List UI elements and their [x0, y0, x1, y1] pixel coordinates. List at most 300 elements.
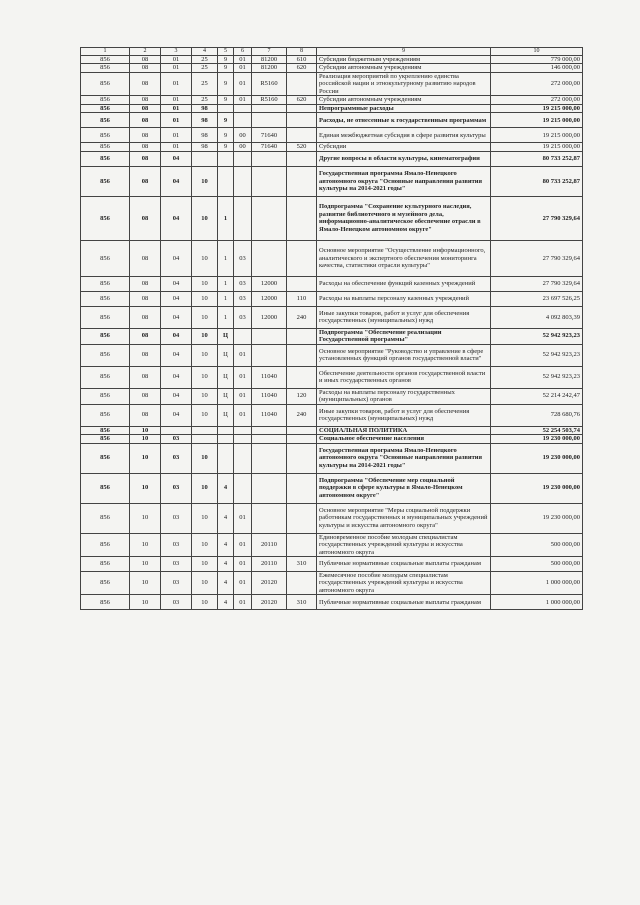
amount-cell: 19 215 000,00 — [491, 143, 583, 151]
item-name-cell: Основное мероприятие "Меры социальной поддержки работникам государственных и муниципальных учреждений культуры и искусства автономного округа" — [317, 503, 491, 533]
header-cell: 10 — [491, 48, 583, 56]
gr-code-cell: 856 — [81, 556, 130, 571]
item-name-cell: Субсидии автономным учреждениям — [317, 96, 491, 104]
section-code-cell: 08 — [130, 366, 161, 388]
event-code-cell: 03 — [234, 276, 252, 291]
subprogram-code-cell: 4 — [218, 595, 234, 610]
item-name-cell: Основное мероприятие "Руководство и управление в сфере установленных функций органов государственной власти" — [317, 344, 491, 366]
subprogram-code-cell: 9 — [218, 113, 234, 128]
item-name-cell: Иные закупки товаров, работ и услуг для обеспечения государственных (муниципальных) нужд — [317, 404, 491, 426]
expense-type-code-cell: 240 — [287, 404, 317, 426]
program-code-cell: 98 — [192, 113, 218, 128]
subsection-code-cell: 03 — [161, 595, 192, 610]
table-row — [81, 443, 583, 473]
direction-code-cell — [252, 104, 287, 112]
table-row — [81, 435, 583, 443]
item-name-cell: Ежемесячное пособие молодым специалистам государственных учреждений культуры и искусства автономного округа — [317, 571, 491, 594]
event-code-cell: 03 — [234, 306, 252, 328]
table-row — [81, 291, 583, 306]
gr-code-cell: 856 — [81, 276, 130, 291]
amount-cell: 500 000,00 — [491, 533, 583, 556]
direction-code-cell — [252, 473, 287, 503]
section-code-cell: 08 — [130, 143, 161, 151]
subsection-code-cell: 01 — [161, 56, 192, 64]
header-cell: 9 — [317, 48, 491, 56]
program-code-cell: 25 — [192, 96, 218, 104]
direction-code-cell: 20110 — [252, 556, 287, 571]
gr-code-cell: 856 — [81, 151, 130, 166]
expense-type-code-cell — [287, 473, 317, 503]
amount-cell: 52 254 503,74 — [491, 426, 583, 434]
subsection-code-cell: 04 — [161, 366, 192, 388]
subsection-code-cell: 04 — [161, 388, 192, 404]
gr-code-cell: 856 — [81, 366, 130, 388]
event-code-cell: 01 — [234, 533, 252, 556]
program-code-cell: 10 — [192, 533, 218, 556]
expense-type-code-cell: 520 — [287, 143, 317, 151]
subprogram-code-cell — [218, 435, 234, 443]
program-code-cell: 10 — [192, 503, 218, 533]
direction-code-cell: R5160 — [252, 96, 287, 104]
direction-code-cell: 12000 — [252, 276, 287, 291]
gr-code-cell: 856 — [81, 503, 130, 533]
subsection-code-cell: 04 — [161, 166, 192, 196]
program-code-cell: 10 — [192, 473, 218, 503]
section-code-cell: 08 — [130, 240, 161, 276]
direction-code-cell — [252, 151, 287, 166]
table-row — [81, 128, 583, 143]
gr-code-cell: 856 — [81, 443, 130, 473]
subprogram-code-cell — [218, 443, 234, 473]
subprogram-code-cell: 4 — [218, 571, 234, 594]
header-cell: 4 — [192, 48, 218, 56]
event-code-cell — [234, 426, 252, 434]
expense-type-code-cell: 110 — [287, 291, 317, 306]
direction-code-cell — [252, 435, 287, 443]
header-cell: 5 — [218, 48, 234, 56]
amount-cell: 500 000,00 — [491, 556, 583, 571]
gr-code-cell: 856 — [81, 128, 130, 143]
gr-code-cell: 856 — [81, 143, 130, 151]
subsection-code-cell: 01 — [161, 64, 192, 72]
section-code-cell: 08 — [130, 64, 161, 72]
program-code-cell: 10 — [192, 571, 218, 594]
table-row — [81, 276, 583, 291]
direction-code-cell — [252, 240, 287, 276]
item-name-cell: Публичные нормативные социальные выплаты гражданам — [317, 556, 491, 571]
event-code-cell: 01 — [234, 571, 252, 594]
section-code-cell: 08 — [130, 276, 161, 291]
event-code-cell — [234, 104, 252, 112]
event-code-cell — [234, 151, 252, 166]
item-name-cell: Государственная программа Ямало-Ненецкого автономного округа "Основные направления развития культуры на 2014-2021 годы" — [317, 166, 491, 196]
direction-code-cell — [252, 113, 287, 128]
amount-cell: 19 230 000,00 — [491, 473, 583, 503]
expense-type-code-cell — [287, 72, 317, 95]
amount-cell: 23 697 526,25 — [491, 291, 583, 306]
expense-type-code-cell — [287, 435, 317, 443]
direction-code-cell: 71640 — [252, 128, 287, 143]
expense-type-code-cell — [287, 240, 317, 276]
expense-type-code-cell: 610 — [287, 56, 317, 64]
event-code-cell — [234, 328, 252, 344]
program-code-cell: 10 — [192, 328, 218, 344]
table-header-row — [81, 48, 583, 56]
gr-code-cell: 856 — [81, 473, 130, 503]
table-row — [81, 473, 583, 503]
expense-type-code-cell — [287, 113, 317, 128]
section-code-cell: 10 — [130, 435, 161, 443]
event-code-cell: 03 — [234, 240, 252, 276]
amount-cell: 80 733 252,87 — [491, 166, 583, 196]
subprogram-code-cell: 1 — [218, 196, 234, 240]
table-row — [81, 404, 583, 426]
subprogram-code-cell: 9 — [218, 56, 234, 64]
gr-code-cell: 856 — [81, 344, 130, 366]
subprogram-code-cell: 9 — [218, 128, 234, 143]
subprogram-code-cell: 1 — [218, 291, 234, 306]
event-code-cell: 01 — [234, 556, 252, 571]
subprogram-code-cell — [218, 426, 234, 434]
subsection-code-cell: 01 — [161, 143, 192, 151]
amount-cell: 19 215 000,00 — [491, 104, 583, 112]
table-row — [81, 240, 583, 276]
amount-cell: 27 790 329,64 — [491, 196, 583, 240]
subsection-code-cell: 04 — [161, 240, 192, 276]
section-code-cell: 08 — [130, 128, 161, 143]
table-row — [81, 556, 583, 571]
subprogram-code-cell — [218, 104, 234, 112]
section-code-cell: 08 — [130, 306, 161, 328]
gr-code-cell: 856 — [81, 56, 130, 64]
table-row — [81, 113, 583, 128]
subsection-code-cell: 04 — [161, 196, 192, 240]
program-code-cell: 98 — [192, 128, 218, 143]
subprogram-code-cell — [218, 166, 234, 196]
event-code-cell: 01 — [234, 503, 252, 533]
subprogram-code-cell: 9 — [218, 64, 234, 72]
event-code-cell — [234, 473, 252, 503]
item-name-cell: Подпрограмма "Обеспечение мер социальной поддержки в сфере культуры в Ямало-Ненецком автономном округе" — [317, 473, 491, 503]
program-code-cell: 10 — [192, 344, 218, 366]
amount-cell: 19 215 000,00 — [491, 128, 583, 143]
direction-code-cell — [252, 196, 287, 240]
subprogram-code-cell: 4 — [218, 473, 234, 503]
amount-cell: 52 214 242,47 — [491, 388, 583, 404]
table-row — [81, 328, 583, 344]
event-code-cell — [234, 196, 252, 240]
item-name-cell: СОЦИАЛЬНАЯ ПОЛИТИКА — [317, 426, 491, 434]
item-name-cell: Расходы на обеспечение функций казенных учреждений — [317, 276, 491, 291]
subsection-code-cell: 03 — [161, 473, 192, 503]
amount-cell: 4 092 803,39 — [491, 306, 583, 328]
direction-code-cell: 12000 — [252, 291, 287, 306]
program-code-cell: 25 — [192, 56, 218, 64]
table-row — [81, 344, 583, 366]
item-name-cell: Единовременное пособие молодым специалистам государственных учреждений культуры и искусства автономного округа — [317, 533, 491, 556]
section-code-cell: 08 — [130, 404, 161, 426]
item-name-cell: Публичные нормативные социальные выплаты гражданам — [317, 595, 491, 610]
subsection-code-cell: 01 — [161, 104, 192, 112]
expense-type-code-cell — [287, 196, 317, 240]
program-code-cell: 10 — [192, 166, 218, 196]
header-cell: 1 — [81, 48, 130, 56]
subsection-code-cell: 04 — [161, 344, 192, 366]
expense-type-code-cell — [287, 128, 317, 143]
amount-cell: 146 000,00 — [491, 64, 583, 72]
table-row — [81, 533, 583, 556]
direction-code-cell: 20110 — [252, 533, 287, 556]
amount-cell: 27 790 329,64 — [491, 276, 583, 291]
expense-type-code-cell: 240 — [287, 306, 317, 328]
program-code-cell: 25 — [192, 64, 218, 72]
subprogram-code-cell: 1 — [218, 240, 234, 276]
expense-type-code-cell — [287, 533, 317, 556]
amount-cell: 52 942 923,23 — [491, 366, 583, 388]
subsection-code-cell: 03 — [161, 435, 192, 443]
program-code-cell: 10 — [192, 366, 218, 388]
amount-cell: 52 942 923,23 — [491, 344, 583, 366]
expense-type-code-cell: 620 — [287, 96, 317, 104]
event-code-cell: 01 — [234, 344, 252, 366]
header-cell: 7 — [252, 48, 287, 56]
gr-code-cell: 856 — [81, 533, 130, 556]
expense-type-code-cell — [287, 166, 317, 196]
direction-code-cell: 11040 — [252, 388, 287, 404]
section-code-cell: 08 — [130, 104, 161, 112]
subsection-code-cell: 03 — [161, 556, 192, 571]
item-name-cell: Другие вопросы в области культуры, кинематографии — [317, 151, 491, 166]
gr-code-cell: 856 — [81, 435, 130, 443]
table-row — [81, 64, 583, 72]
section-code-cell: 08 — [130, 291, 161, 306]
event-code-cell — [234, 443, 252, 473]
section-code-cell: 08 — [130, 166, 161, 196]
subprogram-code-cell: Ц — [218, 328, 234, 344]
amount-cell: 272 000,00 — [491, 72, 583, 95]
item-name-cell: Государственная программа Ямало-Ненецкого автономного округа "Основные направления развития культуры на 2014-2021 годы" — [317, 443, 491, 473]
direction-code-cell — [252, 344, 287, 366]
program-code-cell: 10 — [192, 595, 218, 610]
event-code-cell — [234, 435, 252, 443]
header-cell: 3 — [161, 48, 192, 56]
section-code-cell: 08 — [130, 388, 161, 404]
gr-code-cell: 856 — [81, 166, 130, 196]
expense-type-code-cell: 310 — [287, 556, 317, 571]
section-code-cell: 08 — [130, 151, 161, 166]
program-code-cell: 10 — [192, 388, 218, 404]
gr-code-cell: 856 — [81, 404, 130, 426]
gr-code-cell: 856 — [81, 72, 130, 95]
item-name-cell: Обеспечение деятельности органов государственной власти и иных государственных органов — [317, 366, 491, 388]
gr-code-cell: 856 — [81, 113, 130, 128]
subprogram-code-cell: 4 — [218, 503, 234, 533]
item-name-cell: Подпрограмма "Обеспечение реализации Государственной программы" — [317, 328, 491, 344]
subprogram-code-cell: 9 — [218, 143, 234, 151]
section-code-cell: 10 — [130, 473, 161, 503]
item-name-cell: Основное мероприятие "Осуществление информационного, аналитического и экспертного обеспечения мониторинга качества, статистики отрасли культуры" — [317, 240, 491, 276]
direction-code-cell — [252, 328, 287, 344]
direction-code-cell: 11040 — [252, 404, 287, 426]
amount-cell: 19 230 000,00 — [491, 443, 583, 473]
event-code-cell: 00 — [234, 128, 252, 143]
program-code-cell — [192, 151, 218, 166]
program-code-cell: 10 — [192, 291, 218, 306]
expense-type-code-cell — [287, 366, 317, 388]
subprogram-code-cell: Ц — [218, 344, 234, 366]
section-code-cell: 10 — [130, 426, 161, 434]
event-code-cell — [234, 166, 252, 196]
section-code-cell: 08 — [130, 72, 161, 95]
subprogram-code-cell: 9 — [218, 72, 234, 95]
gr-code-cell: 856 — [81, 64, 130, 72]
event-code-cell: 00 — [234, 143, 252, 151]
event-code-cell — [234, 113, 252, 128]
item-name-cell: Расходы на выплаты персоналу государственных (муниципальных) органов — [317, 388, 491, 404]
section-code-cell: 08 — [130, 56, 161, 64]
gr-code-cell: 856 — [81, 571, 130, 594]
item-name-cell: Непрограммные расходы — [317, 104, 491, 112]
gr-code-cell: 856 — [81, 104, 130, 112]
program-code-cell: 10 — [192, 443, 218, 473]
subprogram-code-cell: Ц — [218, 366, 234, 388]
gr-code-cell: 856 — [81, 240, 130, 276]
expense-type-code-cell — [287, 276, 317, 291]
program-code-cell: 10 — [192, 556, 218, 571]
event-code-cell: 03 — [234, 291, 252, 306]
item-name-cell: Субсидии — [317, 143, 491, 151]
subprogram-code-cell: 4 — [218, 533, 234, 556]
direction-code-cell: 71640 — [252, 143, 287, 151]
section-code-cell: 10 — [130, 556, 161, 571]
event-code-cell: 01 — [234, 595, 252, 610]
gr-code-cell: 856 — [81, 595, 130, 610]
subsection-code-cell: 04 — [161, 306, 192, 328]
table-row — [81, 166, 583, 196]
budget-table — [80, 47, 583, 610]
table-row — [81, 196, 583, 240]
expense-type-code-cell — [287, 426, 317, 434]
program-code-cell: 10 — [192, 196, 218, 240]
amount-cell: 272 000,00 — [491, 96, 583, 104]
amount-cell: 19 230 000,00 — [491, 503, 583, 533]
table-row — [81, 143, 583, 151]
expense-type-code-cell — [287, 328, 317, 344]
subsection-code-cell: 04 — [161, 328, 192, 344]
subprogram-code-cell — [218, 151, 234, 166]
program-code-cell: 98 — [192, 143, 218, 151]
section-code-cell: 10 — [130, 595, 161, 610]
gr-code-cell: 856 — [81, 328, 130, 344]
subsection-code-cell: 04 — [161, 276, 192, 291]
header-cell: 8 — [287, 48, 317, 56]
table-row — [81, 426, 583, 434]
gr-code-cell: 856 — [81, 426, 130, 434]
table-row — [81, 56, 583, 64]
table-row — [81, 72, 583, 95]
item-name-cell: Реализация мероприятий по укреплению единства российской нации и этнокультурному развитию народов России — [317, 72, 491, 95]
item-name-cell: Единая межбюджетная субсидия в сфере развития культуры — [317, 128, 491, 143]
event-code-cell: 01 — [234, 366, 252, 388]
item-name-cell: Социальное обеспечение населения — [317, 435, 491, 443]
direction-code-cell: 81200 — [252, 64, 287, 72]
gr-code-cell: 856 — [81, 306, 130, 328]
event-code-cell: 01 — [234, 388, 252, 404]
direction-code-cell: 20120 — [252, 595, 287, 610]
section-code-cell: 08 — [130, 344, 161, 366]
subsection-code-cell: 03 — [161, 443, 192, 473]
program-code-cell: 98 — [192, 104, 218, 112]
expense-type-code-cell — [287, 503, 317, 533]
amount-cell: 19 215 000,00 — [491, 113, 583, 128]
table-row — [81, 96, 583, 104]
event-code-cell: 01 — [234, 72, 252, 95]
direction-code-cell: 20120 — [252, 571, 287, 594]
direction-code-cell: 12000 — [252, 306, 287, 328]
expense-type-code-cell — [287, 443, 317, 473]
expense-type-code-cell: 310 — [287, 595, 317, 610]
table-body — [81, 48, 583, 610]
subsection-code-cell: 04 — [161, 404, 192, 426]
amount-cell: 19 230 000,00 — [491, 435, 583, 443]
item-name-cell: Субсидии автономным учреждениям — [317, 64, 491, 72]
item-name-cell: Расходы на выплаты персоналу казенных учреждений — [317, 291, 491, 306]
subprogram-code-cell: 1 — [218, 306, 234, 328]
gr-code-cell: 856 — [81, 291, 130, 306]
amount-cell: 779 000,00 — [491, 56, 583, 64]
header-cell: 2 — [130, 48, 161, 56]
direction-code-cell: 81200 — [252, 56, 287, 64]
item-name-cell: Подпрограмма "Сохранение культурного наследия, развитие библиотечного и музейного дела, информационно-аналитическое обеспечение отрасли в Ямало-Ненецком автономном округе" — [317, 196, 491, 240]
subprogram-code-cell: 4 — [218, 556, 234, 571]
program-code-cell — [192, 435, 218, 443]
subsection-code-cell: 04 — [161, 291, 192, 306]
expense-type-code-cell — [287, 571, 317, 594]
subprogram-code-cell: 1 — [218, 276, 234, 291]
subprogram-code-cell: Ц — [218, 404, 234, 426]
gr-code-cell: 856 — [81, 96, 130, 104]
subprogram-code-cell: Ц — [218, 388, 234, 404]
subprogram-code-cell: 9 — [218, 96, 234, 104]
subsection-code-cell: 03 — [161, 503, 192, 533]
subsection-code-cell: 03 — [161, 533, 192, 556]
event-code-cell: 01 — [234, 404, 252, 426]
table-row — [81, 306, 583, 328]
amount-cell: 728 680,76 — [491, 404, 583, 426]
program-code-cell: 25 — [192, 72, 218, 95]
item-name-cell: Расходы, не отнесенные к государственным программам — [317, 113, 491, 128]
expense-type-code-cell: 120 — [287, 388, 317, 404]
subsection-code-cell: 01 — [161, 96, 192, 104]
section-code-cell: 08 — [130, 113, 161, 128]
subsection-code-cell: 01 — [161, 128, 192, 143]
table-row — [81, 503, 583, 533]
amount-cell: 1 000 000,00 — [491, 571, 583, 594]
subsection-code-cell: 01 — [161, 72, 192, 95]
subsection-code-cell: 01 — [161, 113, 192, 128]
section-code-cell: 08 — [130, 196, 161, 240]
amount-cell: 80 733 252,87 — [491, 151, 583, 166]
event-code-cell: 01 — [234, 64, 252, 72]
amount-cell: 27 790 329,64 — [491, 240, 583, 276]
item-name-cell: Иные закупки товаров, работ и услуг для обеспечения государственных (муниципальных) нужд — [317, 306, 491, 328]
program-code-cell: 10 — [192, 404, 218, 426]
expense-type-code-cell — [287, 151, 317, 166]
direction-code-cell — [252, 503, 287, 533]
table-row — [81, 104, 583, 112]
table-row — [81, 571, 583, 594]
direction-code-cell: R5160 — [252, 72, 287, 95]
